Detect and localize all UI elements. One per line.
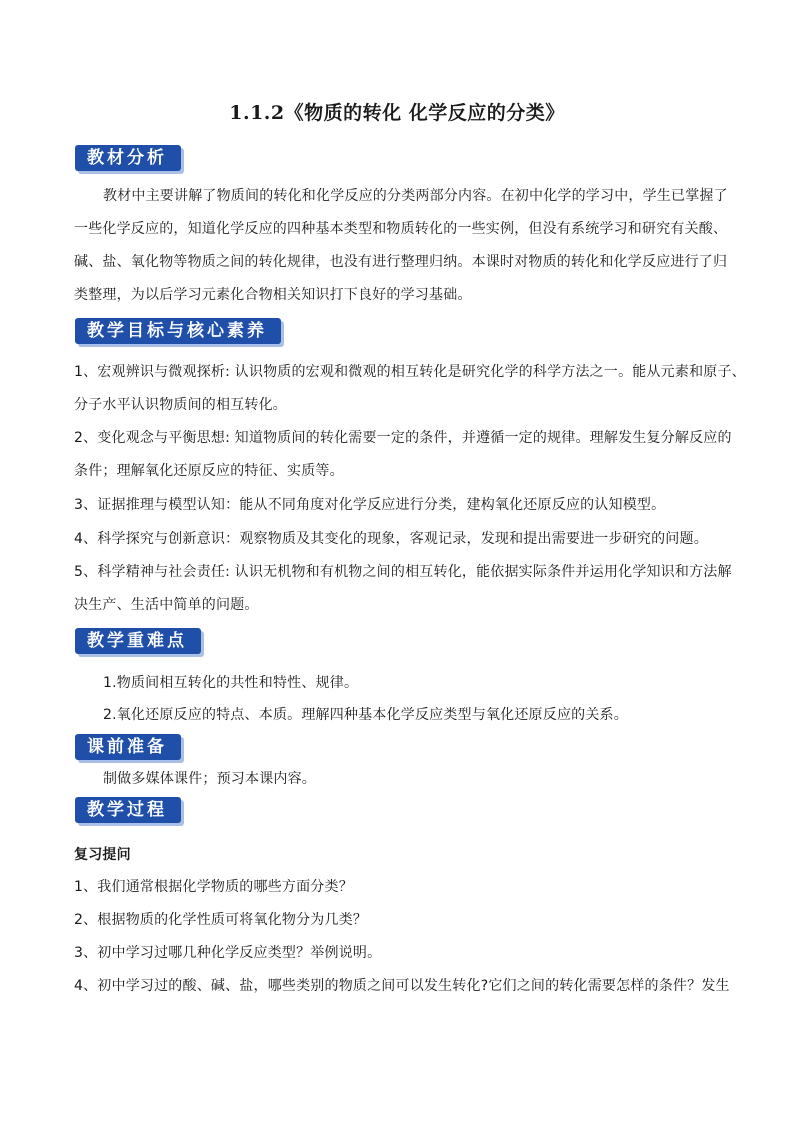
section-heading-process: 教学过程	[75, 797, 181, 823]
objective-line: 决生产、生活中简单的问题。	[74, 597, 259, 613]
objective-line: 2、变化观念与平衡思想: 知道物质间的转化需要一定的条件，并遵循一定的规律。理解发生复分解反应的	[74, 430, 732, 446]
objective-line: 3、证据推理与模型认知：能从不同角度对化学反应进行分类，建构氧化还原反应的认知模型。	[74, 497, 666, 513]
review-question: 1、我们通常根据化学物质的哪些方面分类？	[74, 879, 353, 895]
review-question: 4、初中学习过的酸、碱、盐，哪些类别的物质之间可以发生转化?它们之间的转化需要怎样的条件？发生	[74, 978, 730, 994]
analysis-line: 碱、盐、氧化物等物质之间的转化规律，也没有进行整理归纳。本课时对物质的转化和化学反应进行了归	[74, 254, 728, 270]
section-heading-objectives: 教学目标与核心素养	[75, 318, 281, 344]
objective-line: 条件；理解氧化还原反应的特征、实质等。	[74, 463, 344, 479]
page-title: 1.1.2《物质的转化 化学反应的分类》	[229, 102, 565, 124]
analysis-line: 类整理，为以后学习元素化合物相关知识打下良好的学习基础。	[74, 287, 472, 303]
objective-line: 4、科学探究与创新意识：观察物质及其变化的现象，客观记录，发现和提出需要进一步研究的问题。	[74, 531, 708, 547]
section-heading-analysis: 教材分析	[75, 145, 181, 171]
preparation-line: 制做多媒体课件；预习本课内容。	[103, 771, 316, 787]
objective-line: 1、宏观辨识与微观探析: 认识物质的宏观和微观的相互转化是研究化学的科学方法之一。能从元素和原子、	[74, 364, 746, 380]
section-heading-key-points: 教学重难点	[75, 628, 201, 654]
key-point-line: 2.氧化还原反应的特点、本质。理解四种基本化学反应类型与氧化还原反应的关系。	[103, 707, 628, 723]
analysis-line: 教材中主要讲解了物质间的转化和化学反应的分类两部分内容。在初中化学的学习中，学生已掌握了	[103, 188, 728, 204]
objective-line: 5、科学精神与社会责任: 认识无机物和有机物之间的相互转化，能依据实际条件并运用化学知识和方法解	[74, 564, 732, 580]
review-question: 3、初中学习过哪几种化学反应类型？举例说明。	[74, 945, 382, 961]
review-question: 2、根据物质的化学性质可将氧化物分为几类？	[74, 912, 368, 928]
objective-line: 分子水平认识物质间的相互转化。	[74, 397, 287, 413]
key-point-line: 1.物质间相互转化的共性和特性、规律。	[103, 675, 359, 691]
analysis-line: 一些化学反应的，知道化学反应的四种基本类型和物质转化的一些实例，但没有系统学习和研究有关酸、	[74, 221, 728, 237]
section-heading-preparation: 课前准备	[75, 734, 181, 760]
process-subheading: 复习提问	[74, 847, 131, 863]
